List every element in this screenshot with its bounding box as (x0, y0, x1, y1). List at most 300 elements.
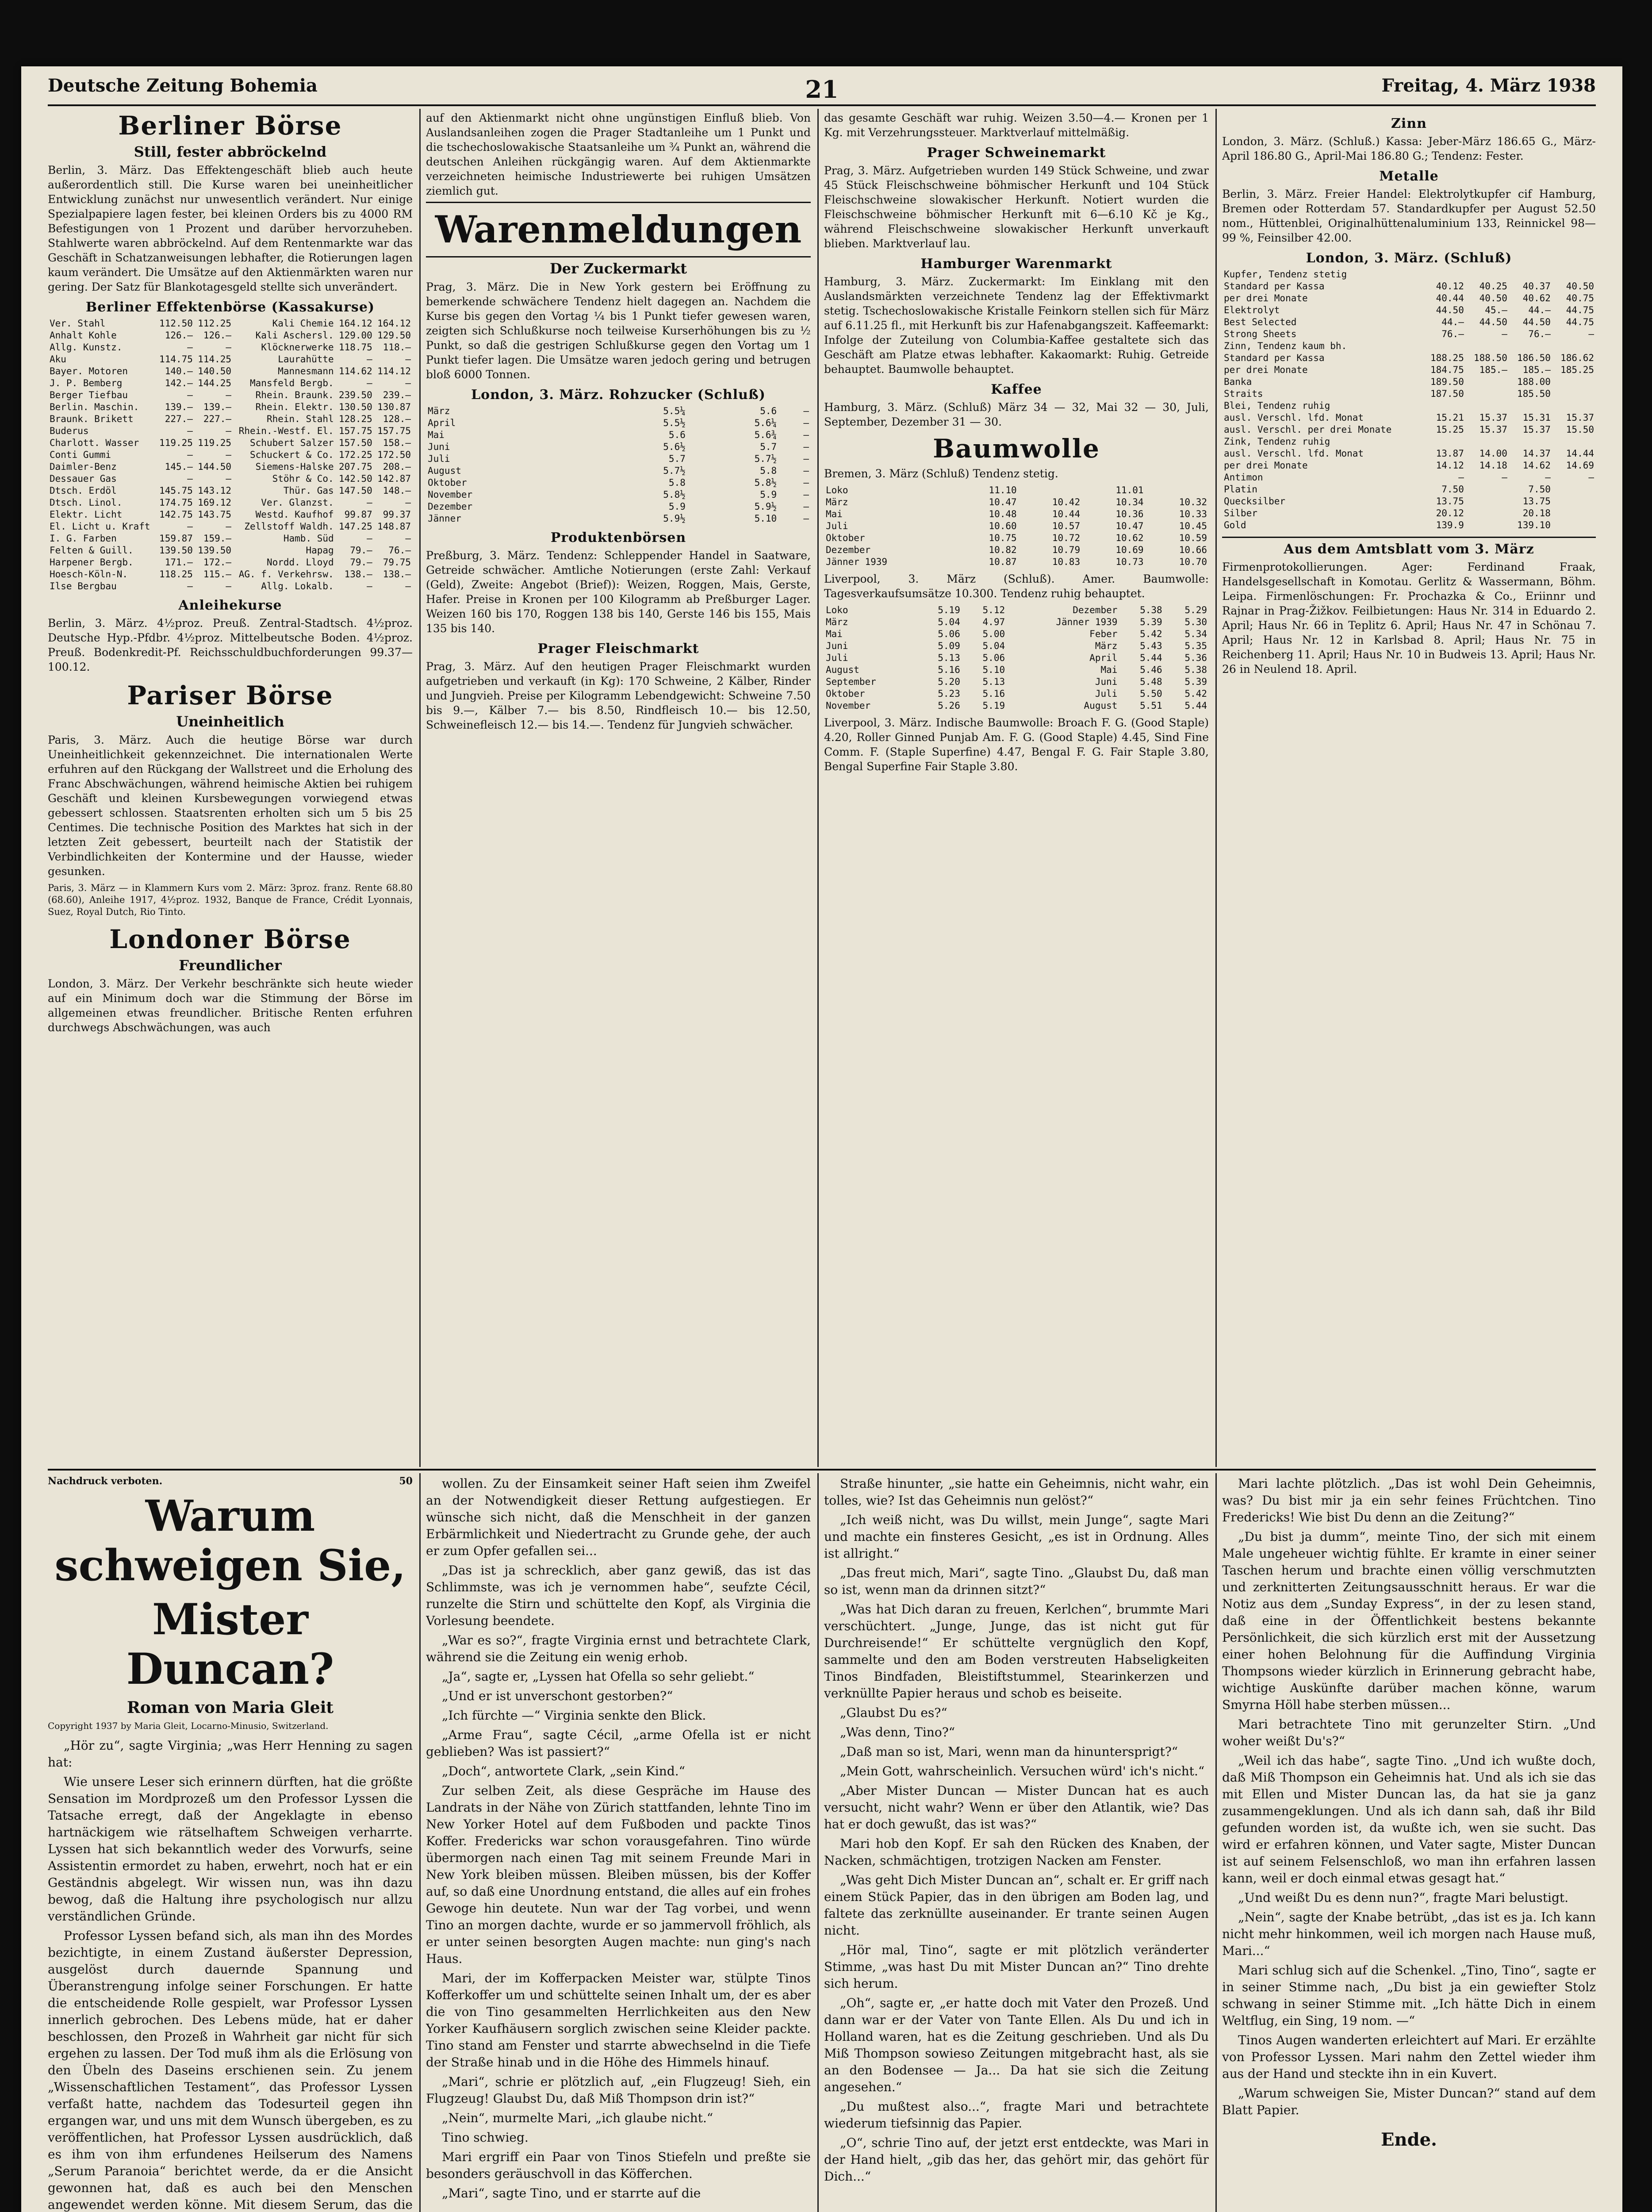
table-cell (1552, 388, 1596, 400)
table-cell: 188.00 (1517, 376, 1551, 387)
table-cell: Juli (428, 453, 450, 464)
table-row (1222, 495, 1596, 507)
table-cell: 130.87 (377, 402, 411, 412)
table-cell: Juni (428, 442, 450, 452)
table-cell: — (226, 426, 232, 436)
novel-paragraph: „Ich fürchte —“ Virginia senkte den Blick. (442, 1708, 706, 1723)
table-cell: — (405, 354, 411, 365)
table-cell: 5.39 (1140, 617, 1162, 627)
table-cell: 5.00 (982, 629, 1005, 639)
table-cell: Standard per Kassa (1224, 281, 1325, 292)
table-cell: 76.— (1528, 329, 1551, 339)
table-cell: 129.00 (338, 330, 372, 341)
column-2 (426, 111, 811, 1464)
table-cell: April (428, 418, 456, 428)
table-cell: Kali Chemie (272, 318, 334, 329)
table-cell: 5.20 (938, 676, 960, 687)
table-cell: 227.— (203, 414, 232, 424)
table-row (48, 353, 413, 365)
table-row (1222, 316, 1596, 328)
table-cell: 44.— (1441, 317, 1464, 327)
column-1 (48, 111, 413, 1464)
table-row (48, 509, 413, 521)
table-cell: Westd. Kaufhof (255, 509, 334, 520)
table-cell: 11.10 (989, 485, 1017, 495)
novel-paragraph: „Mein Gott, wahrscheinlich. Versuchen würd' ich's nicht.“ (840, 1764, 1205, 1778)
novel-paragraph: Professor Lyssen befand sich, als man ihn des Mordes bezichtigte, in einem Zustand äußerster Depression, ausgelöst durch dauernde Spannung und Überanstrengung infolge seiner Forschungen. Er hatte die entscheidende Rolle gespielt, war Professor Lyssen innerlich gebrochen. Des Lebens müde, hat er daher beschlossen, den Prozeß in Wahrheit gar nicht für sich ergehen zu lassen. Der Tod muß ihm als die Erlösung von den Übeln des Daseins erschienen sein. Zu jenem „Wissenschaftlichen Testament“, das Professor Lyssen verfaßt hatte, nachdem das Todesurteil gegen ihn ergangen war, und uns mit dem Wunsch übergeben, es zu veröffentlichen, hat Professor Lyssen ausdrücklich, daß es ihm von ihm erfundenes Heilserum des Namens „Serum Paranoia“ berichtet werde, da er die Ansicht gewonnen hat, daß es auch bei den Menschen angewendet werden könne. Mit diesem Serum, das die (48, 1928, 413, 2212)
table-cell: 45.— (1485, 305, 1507, 315)
table-cell: 239.— (383, 390, 411, 400)
table-cell: El. Licht u. Kraft (50, 521, 150, 532)
column-divider (419, 109, 421, 1467)
table-cell: 5.29 (1184, 605, 1207, 615)
paris-exchange-title: Pariser Börse (127, 680, 333, 710)
table-cell: 145.75 (159, 485, 193, 496)
table-cell: Berger Tiefbau (50, 390, 128, 400)
table-cell: 40.12 (1436, 281, 1464, 292)
table-cell: Dezember (428, 501, 473, 512)
table-cell: 10.60 (989, 521, 1017, 531)
table-cell: 5.7 (760, 442, 777, 452)
table-cell: Zellstoff Waldh. (244, 521, 334, 532)
table-row (1222, 280, 1596, 292)
table-row (426, 513, 811, 525)
table-cell: 5.13 (938, 653, 960, 663)
table-cell: 44.— (1528, 305, 1551, 315)
table-cell: Laurahütte (278, 354, 334, 365)
table-row (1222, 460, 1596, 472)
table-cell: per drei Monate (1224, 460, 1308, 471)
table-cell: 138.— (344, 569, 372, 580)
table-cell: Mai (826, 509, 843, 519)
table-cell: 5.8 (760, 465, 777, 476)
table-cell: 5.09 (938, 641, 960, 651)
table-cell: 5.36 (1184, 653, 1207, 663)
table-cell: — (367, 378, 372, 388)
table-cell: 5.10 (754, 513, 777, 524)
table-cell: — (405, 378, 411, 388)
table-cell: 10.33 (1179, 509, 1207, 519)
table-cell (1466, 400, 1509, 412)
table-cell: Nordd. Lloyd (266, 557, 334, 568)
table-cell: 10.69 (1115, 545, 1144, 555)
table-cell: 13.75 (1436, 496, 1464, 507)
waren-title: Warenmeldungen (435, 207, 802, 251)
table-cell: Klöcknerwerke (261, 342, 334, 353)
table-cell: 140.50 (198, 366, 232, 376)
table-cell: 44.50 (1436, 305, 1464, 315)
table-cell: 5.9 (668, 501, 686, 512)
anleihen-text: Berlin, 3. März. 4½proz. Preuß. Zentral-Stadtsch. 4½proz. Deutsche Hyp.-Pfdbr. 4½proz. Mittelbeutsche Boden. 4½proz. Preuß. Bodenkredit-Pf. Reichsschuldbuchforderungen 99.37—100.12. (48, 617, 413, 673)
table-cell: 130.50 (338, 402, 372, 412)
table-cell: 10.36 (1115, 509, 1144, 519)
novel-paragraph: „Arme Frau“, sagte Cécil, „arme Ofella ist er nicht geblieben? Was ist passiert?“ (426, 1728, 811, 1759)
novel-paragraph: „Nein“, murmelte Mari, „ich glaube nicht.“ (442, 2111, 713, 2125)
anleihen-title: Anleihekurse (178, 598, 282, 613)
table-cell: 5.7 (668, 453, 686, 464)
novel-column-4 (1222, 1475, 1596, 2212)
table-cell: Ver. Stahl (50, 318, 106, 329)
table-row (48, 521, 413, 533)
table-cell: Anhalt Kohle (50, 330, 117, 341)
table-row (426, 405, 811, 417)
table-cell: März (826, 617, 848, 627)
table-cell: 144.50 (198, 461, 232, 472)
table-cell: 10.75 (989, 533, 1017, 543)
table-cell: — (367, 581, 372, 591)
kaffee-title: Kaffee (991, 382, 1042, 397)
table-cell: 5.13 (982, 676, 1005, 687)
london-sugar-head: London, 3. März. Rohzucker (Schluß) (471, 387, 766, 403)
table-cell: 114.12 (377, 366, 411, 376)
table-cell: Zinn, Tendenz kaum bh. (1224, 341, 1347, 351)
table-row (426, 453, 811, 465)
table-cell: 99.87 (344, 509, 372, 520)
table-cell: 5.44 (1140, 653, 1162, 663)
table-cell: 15.31 (1522, 412, 1551, 423)
table-cell: Best Selected (1224, 317, 1297, 327)
table-cell: 5.8½ (754, 477, 777, 488)
table-cell: 40.25 (1479, 281, 1507, 292)
table-cell: 159.87 (159, 533, 193, 544)
table-cell: Jänner 1939 (826, 557, 888, 567)
table-cell: 10.32 (1179, 497, 1207, 507)
table-cell: — (226, 473, 232, 484)
table-row (48, 377, 413, 389)
table-cell: 5.6 (668, 430, 686, 440)
novel-paragraph: „Und weißt Du es denn nun?“, fragte Mari belustigt. (1238, 1890, 1569, 1905)
table-row (1222, 352, 1596, 364)
table-cell: — (226, 342, 232, 353)
table-cell: — (803, 406, 809, 416)
table-cell: 5.9½ (663, 513, 686, 524)
table-row (824, 628, 1209, 640)
table-cell: 40.50 (1566, 281, 1594, 292)
table-row (426, 441, 811, 453)
table-row (48, 557, 413, 568)
table-cell: 5.7½ (754, 453, 777, 464)
novel-paragraph: „Weil ich das habe“, sagte Tino. „Und ich wußte doch, daß Miß Thompson ein Geheimnis hat. Und als ich sie das mit Ellen und Mister Duncan las, da hat sie ja ganz zusammengeklungen. Und als ich dann sah, daß ihr Bild gefunden worden ist, da wußte ich, wen sie sucht. Das wird er erfahren können, und Vater sagte, Mister Duncan ist auf seinem Felsenschloß, wo man ihn erfahren lassen kann, weil er doch einmal etwas gesagt hat.“ (1222, 1753, 1596, 1886)
table-cell (1509, 340, 1552, 352)
table-cell: 5.35 (1184, 641, 1207, 651)
amtsblatt-title: Aus dem Amtsblatt vom 3. März (1222, 537, 1596, 557)
table-cell: November (428, 489, 473, 500)
table-cell: 13.87 (1436, 448, 1464, 459)
table-cell: 185.25 (1560, 365, 1594, 375)
installment-number: 50 (399, 1475, 413, 1487)
table-cell: 10.62 (1115, 533, 1144, 543)
reprint-notice: Nachdruck verboten. (48, 1475, 163, 1487)
header-rule (48, 104, 1596, 106)
table-cell: 5.9½ (754, 501, 777, 512)
table-row (48, 580, 413, 592)
table-row (824, 532, 1209, 544)
novel-paragraph: „Was geht Dich Mister Duncan an“, schalt er. Er griff nach einem Stück Papier, das in den übrigen am Boden lag, und faltete das zerknüllte auseinander. Er trante seinen Augen nicht. (824, 1873, 1209, 1938)
table-cell: Stöhr & Co. (272, 473, 334, 484)
table-cell: 10.70 (1179, 557, 1207, 567)
liverpool-cotton-table (824, 604, 1209, 712)
table-cell: Dezember (826, 545, 871, 555)
table-cell: 5.19 (982, 700, 1005, 711)
table-cell: 115.— (203, 569, 232, 580)
section-rule (48, 1469, 1596, 1471)
table-cell: 157.75 (338, 426, 372, 436)
table-row (48, 365, 413, 377)
table-cell: März (826, 497, 848, 507)
table-cell: 10.72 (1052, 533, 1081, 543)
table-cell: — (803, 442, 809, 452)
table-cell: Rhein. Stahl (266, 414, 334, 424)
london-exchange-subtitle: Freundlicher (179, 957, 282, 974)
table-cell: Gold (1224, 520, 1246, 530)
page-header (48, 75, 1596, 102)
table-cell: 10.34 (1115, 497, 1144, 507)
schwein-title: Prager Schweinemarkt (927, 145, 1106, 161)
table-row (824, 484, 1209, 496)
novel-paragraph: wollen. Zu der Einsamkeit seiner Haft seien ihm Zweifel an der Notwendigkeit dieser Rettung aufgestiegen. Er wünsche sich nicht, daß die Menschheit in der ganzen Erbärmlichkeit und Niedertracht zu Grunde gehe, der auch er zum Opfer gefallen sei... (426, 1476, 811, 1558)
table-cell: Ver. Glanzst. (261, 497, 334, 508)
table-cell: 129.50 (377, 330, 411, 341)
table-cell (1552, 484, 1596, 495)
table-cell: 44.75 (1566, 317, 1594, 327)
table-cell: 187.50 (1430, 388, 1464, 399)
table-cell: 14.62 (1522, 460, 1551, 471)
table-cell: Juli (826, 653, 848, 663)
metall-report: Berlin, 3. März. Freier Handel: Elektrolytkupfer cif Hamburg, Bremen oder Rotterdam 57. Standardkupfer per August 52.50 nom., Hüttenblei, Originalhüttenaluminium 133, Reinnickel 98—99 %, Feinsilber 42.00. (1222, 188, 1596, 244)
table-cell: 5.6¼ (754, 418, 777, 428)
table-cell (1552, 376, 1596, 388)
table-cell: 118.— (383, 342, 411, 353)
table-cell: 10.45 (1179, 521, 1207, 531)
table-cell (1146, 484, 1209, 496)
table-cell: — (405, 533, 411, 544)
page-number: 21 (805, 75, 839, 104)
novel-paragraph: „Oh“, sagte er, „er hatte doch mit Vater den Prozeß. Und dann war er der Vater von Tante Ellen. Als Du und ich in Holland waren, hat es die Zeitung geschrieben. Und als Du Miß Thompson sowieso Zeitungen mitgebracht hast, als sie an den Bodensee — Ja... Da hat sie sich die Zeitung angesehen.“ (824, 1996, 1209, 2094)
table-cell: 10.57 (1052, 521, 1081, 531)
table-cell: per drei Monate (1224, 293, 1308, 303)
table-cell: Mai (1100, 664, 1118, 675)
table-row (426, 417, 811, 429)
table-cell: — (187, 473, 193, 484)
table-cell: — (226, 521, 232, 532)
table-cell: 20.18 (1522, 508, 1551, 518)
novel-paragraph: Mari lachte plötzlich. „Das ist wohl Dein Geheimnis, was? Du bist mir ja ein sehr feines Früchtchen. Tino Fredericks! Wie bist Du denn an die Zeitung?“ (1222, 1476, 1596, 1525)
table-cell: Charlott. Wasser (50, 438, 139, 448)
table-cell (1422, 269, 1466, 280)
table-cell: — (367, 354, 372, 365)
table-row (1222, 484, 1596, 495)
table-cell: 13.75 (1522, 496, 1551, 507)
table-cell: Felten & Guill. (50, 545, 134, 556)
table-cell: 7.50 (1441, 484, 1464, 495)
table-cell: 5.50 (1140, 688, 1162, 699)
table-cell: 185.50 (1517, 388, 1551, 399)
novel-paragraph: „Und er ist unverschont gestorben?“ (442, 1689, 673, 1703)
table-cell: — (367, 533, 372, 544)
table-cell: ausl. Verschl. lfd. Monat (1224, 412, 1364, 423)
table-cell: Daimler-Benz (50, 461, 117, 472)
column-divider (817, 109, 819, 1467)
table-cell: — (187, 342, 193, 353)
table-cell: 5.38 (1184, 664, 1207, 675)
table-cell (1466, 376, 1509, 388)
table-cell: AG. f. Verkehrsw. (238, 569, 334, 580)
table-cell: 15.37 (1566, 412, 1594, 423)
table-cell (1466, 495, 1509, 507)
novel-paragraph: Zur selben Zeit, als diese Gespräche im Hause des Landrats in der Nähe von Zürich stattfanden, lehnte Tino im New Yorker Hotel auf dem Fußboden und packte Tinos Koffer. Fredericks war schon vorausgefahren. Tino würde übermorgen nach einen Tag mit seinem Freunde Mari in New York bleiben müssen. Bleiben müssen, bis der Koffer auf, so daß eine Unordnung entstand, die alles auf ein frohes Gewoge hin deutete. Nun war der Tag vorbei, und wenn Tino an morgen dachte, wurde er so jammervoll fröhlich, als er unter seinen besorgten Augen machte: nun ging's nach Haus. (426, 1783, 811, 1966)
table-cell: per drei Monate (1224, 365, 1308, 375)
novel-paragraph: Mari ergriff ein Paar von Tinos Stiefeln und preßte sie besonders geräuschvoll in das Köfferchen. (426, 2150, 811, 2181)
table-cell: September (826, 676, 876, 687)
table-cell: Rhein.-Westf. El. (238, 426, 334, 436)
table-cell: 208.— (383, 461, 411, 472)
table-cell: 157.75 (377, 426, 411, 436)
novel-paragraph: Tinos Augen wanderten erleichtert auf Mari. Er erzählte von Professor Lyssen. Mari nahm den Zettel wieder ihm aus der Hand und steckte ihn in ein Kuvert. (1222, 2033, 1596, 2081)
table-cell: 148.87 (377, 521, 411, 532)
table-cell: Mai (826, 629, 843, 639)
table-cell: 79.— (350, 545, 372, 556)
table-cell: Bayer. Motoren (50, 366, 128, 376)
table-cell: 15.50 (1566, 424, 1594, 435)
table-cell: — (187, 449, 193, 460)
table-cell: 172.50 (377, 449, 411, 460)
table-cell (1552, 436, 1596, 448)
table-cell: 14.00 (1479, 448, 1507, 459)
table-cell: 139.50 (198, 545, 232, 556)
table-cell: 5.9 (760, 489, 777, 500)
metals-table (1222, 269, 1596, 531)
table-cell: Harpener Bergb. (50, 557, 134, 568)
table-cell: 4.97 (982, 617, 1005, 627)
table-cell: 142.75 (159, 509, 193, 520)
table-cell: — (1458, 472, 1464, 483)
novel-paragraph: „Mari“, sagte Tino, und er starrte auf die (442, 2186, 701, 2200)
metall-title: Metalle (1379, 169, 1439, 184)
table-cell: 5.10 (982, 664, 1005, 675)
table-cell (1552, 519, 1596, 531)
table-row (1222, 412, 1596, 424)
schwein-report: Prag, 3. März. Aufgetrieben wurden 149 Stück Schweine, und zwar 45 Stück Fleischschweine böhmischer Herkunft und 104 Stück Fleischschweine slowakischer Herkunft. Notiert wurden die Fleischschweine böhmischer Herkunft mit 6—6.10 Kč je Kg., während Fleischschweine slowakischer Herkunft unverkauft blieben. Marktverlauf lau. (824, 164, 1209, 250)
table-cell: 5.42 (1140, 629, 1162, 639)
table-cell: — (187, 390, 193, 400)
table-cell: 10.73 (1115, 557, 1144, 567)
table-cell: 138.— (383, 569, 411, 580)
table-cell: Conti Gummi (50, 449, 111, 460)
column-3-continuation: das gesamte Geschäft war ruhig. Weizen 3.50—4.— Kronen per 1 Kg. mit Verzehrungssteuer. Marktverlauf mittelmäßig. (824, 111, 1209, 139)
table-cell: 112.50 (159, 318, 193, 329)
table-cell: Aku (50, 354, 66, 365)
table-cell: 119.25 (159, 438, 193, 448)
table-cell: 14.12 (1436, 460, 1464, 471)
zinn-report: London, 3. März. (Schluß.) Kassa: Jeber-März 186.65 G., März-April 186.80 G., April-Mai 186.80 G.; Tendenz: Fester. (1222, 135, 1596, 162)
table-row (1222, 328, 1596, 340)
table-cell: 10.47 (989, 497, 1017, 507)
table-cell: — (803, 418, 809, 428)
table-cell: 188.50 (1474, 353, 1507, 363)
baumwolle-title: Baumwolle (933, 434, 1100, 464)
table-cell: — (1588, 472, 1594, 483)
table-cell: 5.16 (938, 664, 960, 675)
table-row (48, 330, 413, 342)
table-row (1222, 292, 1596, 304)
novel-paragraph: „Was denn, Tino?“ (840, 1725, 955, 1740)
table-cell: 112.25 (198, 318, 232, 329)
table-cell: — (803, 453, 809, 464)
table-cell: 14.69 (1566, 460, 1594, 471)
table-cell: Kali Aschersl. (255, 330, 334, 341)
table-cell: März (1095, 641, 1118, 651)
table-cell: 10.87 (989, 557, 1017, 567)
table-cell: 40.37 (1522, 281, 1551, 292)
table-cell: 157.50 (338, 438, 372, 448)
table-cell: 139.9 (1436, 520, 1464, 530)
table-cell (1466, 388, 1509, 400)
novel-paragraph: „Aber Mister Duncan — Mister Duncan hat es auch versucht, nicht wahr? Wenn er über den Atlantik, wie? Das hat er doch gewußt, das ist was?“ (824, 1783, 1209, 1832)
table-cell: — (803, 465, 809, 476)
table-cell: Allg. Kunstz. (50, 342, 123, 353)
novel-column-1 (48, 1475, 413, 2212)
table-cell (1509, 400, 1552, 412)
table-cell: 44.50 (1479, 317, 1507, 327)
table-row (48, 389, 413, 401)
table-cell: 126.— (203, 330, 232, 341)
table-row (1222, 424, 1596, 436)
table-cell: 5.16 (982, 688, 1005, 699)
table-cell: 142.— (165, 378, 193, 388)
table-cell: 15.25 (1436, 424, 1464, 435)
table-cell: 40.62 (1522, 293, 1551, 303)
table-cell: — (187, 426, 193, 436)
table-cell (1509, 436, 1552, 448)
table-cell: 5.04 (982, 641, 1005, 651)
table-cell: — (367, 497, 372, 508)
table-cell: 10.42 (1052, 497, 1081, 507)
table-cell: 15.37 (1479, 424, 1507, 435)
table-cell: Jänner (428, 513, 461, 524)
table-cell (1552, 400, 1596, 412)
table-cell (1466, 507, 1509, 519)
produkten-title: Produktenbörsen (550, 530, 686, 545)
column-3 (824, 111, 1209, 1464)
table-cell: 44.75 (1566, 305, 1594, 315)
table-cell: 79.— (350, 557, 372, 568)
table-cell: 10.82 (989, 545, 1017, 555)
table-cell: I. G. Farben (50, 533, 117, 544)
table-cell: — (1502, 472, 1507, 483)
table-cell: 139.10 (1517, 520, 1551, 530)
table-cell (1466, 340, 1509, 352)
table-row (1222, 269, 1596, 280)
table-cell: Silber (1224, 508, 1257, 518)
table-cell: Oktober (428, 477, 467, 488)
table-cell: Juni (826, 641, 848, 651)
table-cell: 147.25 (338, 521, 372, 532)
table-cell: 7.50 (1528, 484, 1551, 495)
berlin-exchange-subtitle: Still, fester abbröckelnd (134, 143, 327, 160)
novel-paragraph: Mari hob den Kopf. Er sah den Rücken des Knaben, der Nacken, schmächtigen, trotzigen Nacken am Fenster. (824, 1836, 1209, 1868)
table-cell: 139.— (203, 402, 232, 412)
table-cell: 5.48 (1140, 676, 1162, 687)
table-cell: 5.30 (1184, 617, 1207, 627)
table-cell: 114.25 (198, 354, 232, 365)
kaffee-report: Hamburg, 3. März. (Schluß) März 34 — 32, Mai 32 — 30, Juli, September, Dezember 31 — 30. (824, 401, 1209, 428)
table-row (426, 477, 811, 489)
table-cell: 10.79 (1052, 545, 1081, 555)
column-divider (419, 1473, 421, 2212)
london-exchange-title: Londoner Börse (109, 924, 351, 954)
table-cell: 79.75 (383, 557, 411, 568)
paris-quotes: Paris, 3. März — in Klammern Kurs vom 2. März: 3proz. franz. Rente 68.80 (68.60), Anleihe 1917, 4½proz. 1932, Banque de France, Crédit Lyonnais, Suez, Royal Dutch, Rio Tinto. (48, 883, 413, 917)
